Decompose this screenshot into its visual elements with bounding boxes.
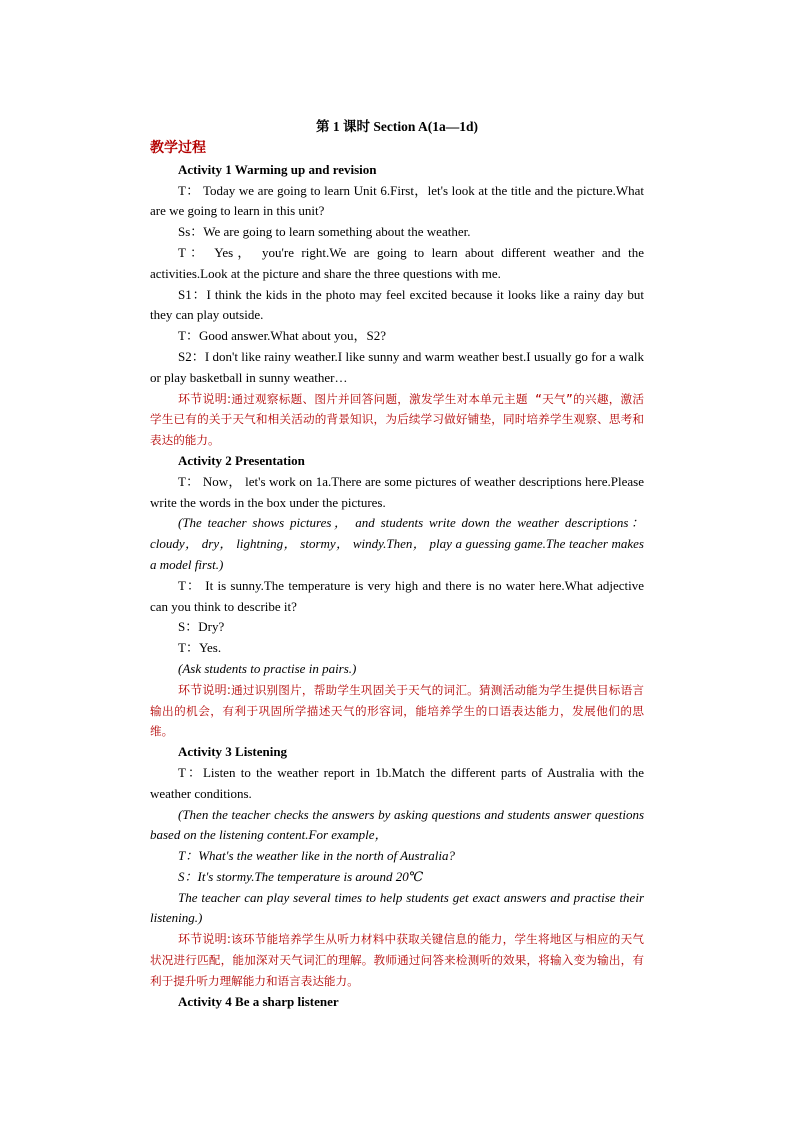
document-body <box>150 139 644 1012</box>
instruction-note: (Ask students to practise in pairs.) <box>178 660 357 676</box>
dialogue-line: T：Yes. <box>178 640 222 656</box>
dialogue-line: T： Yes， you're right.We are going to learn about different weather and the activities.Look at the picture and share the three questions with me. <box>150 244 644 281</box>
dialogue-line: Ss：We are going to learn something about the weather. <box>178 224 471 240</box>
dialogue-line: T： Now， let's work on 1a.There are some pictures of weather descriptions here.Please write the words in the box under the pictures. <box>150 473 644 510</box>
dialogue-line: T： Today we are going to learn Unit 6.First，let's look at the title and the picture.What are we going to learn in this unit? <box>150 182 644 219</box>
note-text: 该环节能培养学生从听力材料中获取关键信息的能力，学生将地区与相应的天气状况进行匹配，能加深对天气词汇的理解。教师通过问答来检测听的效果，将输入变为输出，有利于提升听力理解能力和语言表达能力。 <box>150 932 644 988</box>
instruction-note: The teacher can play several times to help students get exact answers and practise their listening.) <box>150 889 644 926</box>
instruction-note: (Then the teacher checks the answers by asking questions and students answer questions based on the listening content.For example， <box>150 806 644 843</box>
activity-3-title: Activity 3 Listening <box>178 744 288 760</box>
dialogue-line: T：Listen to the weather report in 1b.Match the different parts of Australia with the weather conditions. <box>150 764 644 801</box>
dialogue-line: S：Dry? <box>178 619 225 635</box>
note-text: 通过识别图片，帮助学生巩固关于天气的词汇。猜测活动能为学生提供目标语言输出的机会，有利于巩固所学描述天气的形容词，能培养学生的口语表达能力，发展他们的思维。 <box>150 682 644 739</box>
activity-1-title: Activity 1 Warming up and revision <box>178 161 377 177</box>
activity-2-title: Activity 2 Presentation <box>178 452 305 468</box>
dialogue-line: T：Good answer.What about you，S2? <box>178 328 386 344</box>
note-label: 环节说明: <box>178 682 231 697</box>
example-line: S：It's stormy.The temperature is around 20℃ <box>178 868 424 884</box>
dialogue-line: S2：I don't like rainy weather.I like sunny and warm weather best.I usually go for a walk or play basketball in sunny weather… <box>150 348 644 385</box>
dialogue-line: S1：I think the kids in the photo may feel excited because it looks like a rainy day but they can play outside. <box>150 286 644 323</box>
instruction-note: (The teacher shows pictures， and students write down the weather descriptions：cloudy， dry， lightning， stormy， windy.Then， play a guessing game.The teacher makes a model first.) <box>150 515 644 572</box>
note-label: 环节说明: <box>178 932 231 947</box>
example-line: T：What's the weather like in the north of Australia? <box>178 848 455 864</box>
activity-2-note <box>150 680 644 742</box>
activity-3-note <box>150 929 644 991</box>
note-label: 环节说明: <box>178 391 232 406</box>
activity-4-title: Activity 4 Be a sharp listener <box>178 993 339 1009</box>
section-heading: 教学过程 <box>150 141 206 156</box>
dialogue-line: T： It is sunny.The temperature is very high and there is no water here.What adjective can you think to describe it? <box>150 577 644 614</box>
note-text: 通过观察标题、图片并回答问题，激发学生对本单元主题 “天气”的兴趣，激活学生已有的关于天气和相关活动的背景知识，为后续学习做好铺垫，同时培养学生观察、思考和表达的能力。 <box>150 391 644 448</box>
activity-1-note <box>150 389 644 451</box>
page-title: 第 1 课时 Section A(1a—1d) <box>316 119 478 134</box>
